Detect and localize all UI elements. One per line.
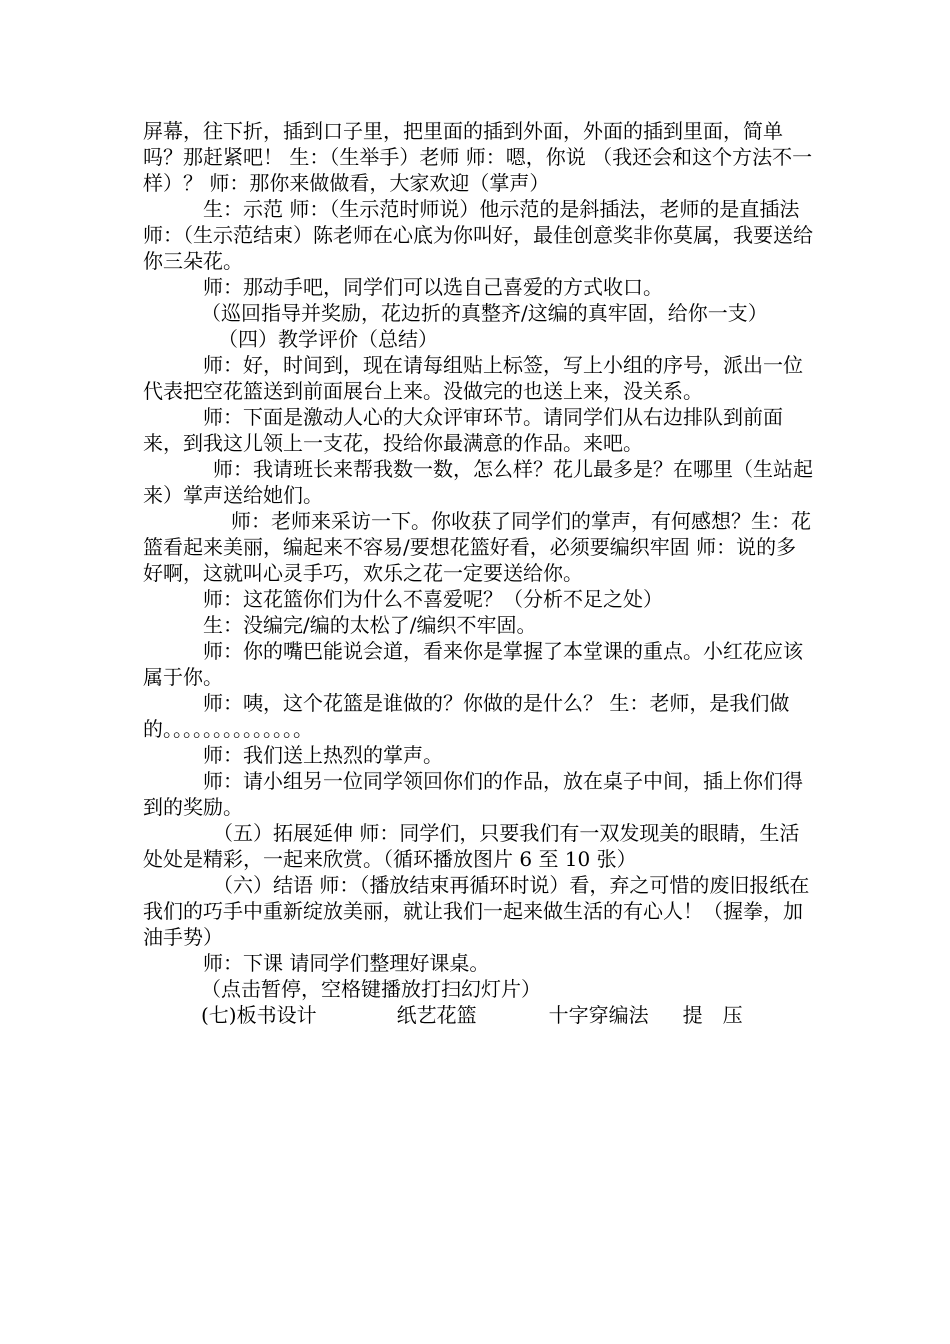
paragraph-monitor-count: 师：我请班长来帮我数一数，怎么样？花儿最多是？在哪里（生站起来）掌声送给她们。 [143,457,813,507]
paragraph-why-not-liked: 师：这花篮你们为什么不喜爱呢？（分析不足之处） [203,587,663,611]
paragraph-dismissal: 师：下课 请同学们整理好课桌。 [203,951,490,975]
paragraph-student-answer: 生：没编完/编的太松了/编织不牢固。 [203,613,537,637]
paragraph-start-making: 师：那动手吧，同学们可以选自己喜爱的方式收口。 [203,275,663,299]
paragraph-interview: 师：老师来采访一下。你收获了同学们的掌声，有何感想？生：花篮看起来美丽，编起来不容易/要想花篮好看，必须要编织牢固 师：说的多好啊，这就叫心灵手巧，欢乐之花一定要送给你。 [143,509,811,585]
section-extension: （五）拓展延伸 师：同学们，只要我们有一双发现美的眼睛，生活处处是精彩，一起来欣赏。（循环播放图片 6 至 10 张） [143,821,800,871]
board-design-row [143,1002,813,1028]
paragraph-time-up: 师：好，时间到，现在请每组贴上标签，写上小组的序号，派出一位代表把空花篮送到前面展台上来。没做完的也送上来，没关系。 [143,353,803,403]
document-body [143,118,813,1028]
paragraph-student-demo: 生：示范 师：（生示范时师说）他示范的是斜插法，老师的是直插法 师：（生示范结束）陈老师在心底为你叫好，最佳创意奖非你莫属，我要送给你三朵花。 [143,197,813,273]
board-design-method: 十字穿编法 [548,1003,649,1027]
paragraph-applause: 师：我们送上热烈的掌声。 [203,743,443,767]
paragraph-slide-note: （点击暂停，空格键播放打扫幻灯片） [201,977,541,1001]
board-design-action-lift: 提 [682,1003,703,1027]
paragraph-who-made-it: 师：咦，这个花篮是谁做的？你做的是什么？ 生：老师，是我们做的。。。。。。。。。。。。。。 [143,691,790,741]
paragraph-folding-instructions: 屏幕，往下折，插到口子里，把里面的插到外面，外面的插到里面，简单吗？那赶紧吧！ 生：（生举手）老师 师：嗯，你说 （我还会和这个方法不一样）？ 师：那你来做做看，大家欢迎（掌声） [143,119,813,195]
paragraph-key-point: 师：你的嘴巴能说会道，看来你是掌握了本堂课的重点。小红花应该属于你。 [143,639,803,689]
paragraph-collect-works: 师：请小组另一位同学领回你们的作品，放在桌子中间，插上你们得到的奖励。 [143,769,803,819]
board-design-action-press: 压 [722,1003,743,1027]
board-design-heading: (七)板书设计 [201,1003,317,1027]
section-conclusion: （六）结语 师：（播放结束再循环时说）看，弃之可惜的废旧报纸在我们的巧手中重新绽放美丽，就让我们一起来做生活的有心人！（握拳，加油手势） [143,873,810,949]
paragraph-public-review: 师：下面是激动人心的大众评审环节。请同学们从右边排队到前面来，到我这儿领上一支花，投给你最满意的作品。来吧。 [143,405,783,455]
board-design-title: 纸艺花篮 [396,1003,477,1027]
section-heading-evaluation: （四）教学评价（总结） [218,327,438,351]
paragraph-guidance-note: （巡回指导并奖励，花边折的真整齐/这编的真牢固，给你一支） [201,301,768,325]
